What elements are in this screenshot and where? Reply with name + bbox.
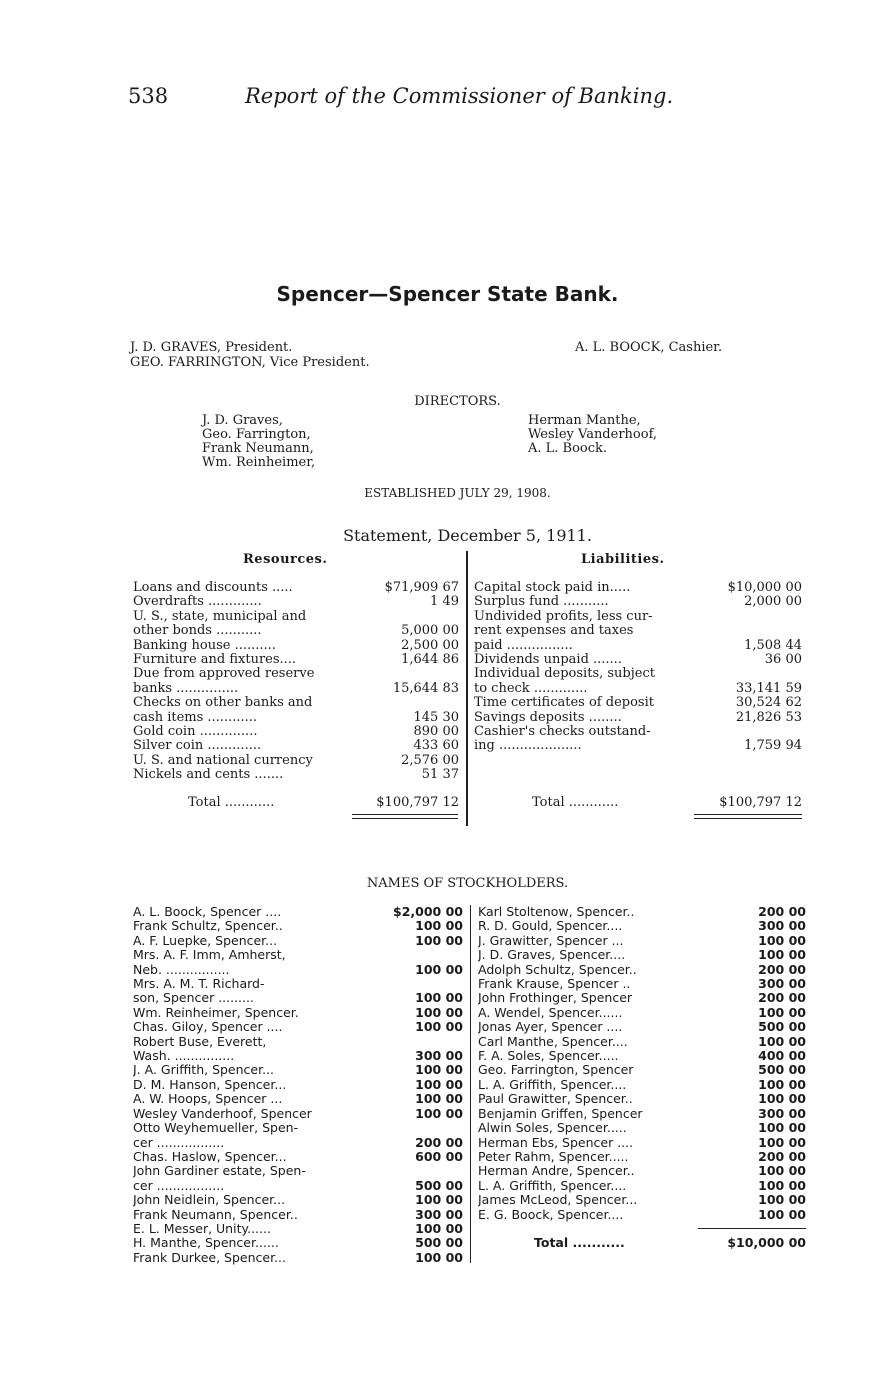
- resources-row-label: other bonds ...........: [133, 624, 262, 639]
- statement-column-divider: [466, 551, 468, 826]
- resources-row: [133, 624, 459, 638]
- stockholder-amount: 300 00: [415, 1206, 463, 1222]
- stockholder-row: [133, 1208, 463, 1222]
- stockholder-row: [133, 1020, 463, 1034]
- resources-row-label: Loans and discounts .....: [133, 581, 293, 595]
- stockholder-name: Benjamin Griffen, Spencer: [478, 1106, 643, 1121]
- stockholder-name: A. Wendel, Spencer......: [478, 1005, 623, 1020]
- liabilities-row-amount: 1,759 94: [744, 738, 802, 754]
- stockholder-amount: 100 00: [758, 1033, 806, 1049]
- stockholder-row: [478, 934, 806, 948]
- stockholder-amount: 100 00: [758, 1177, 806, 1193]
- stockholder-name: Chas. Haslow, Spencer...: [133, 1149, 287, 1164]
- resources-row-label: banks ...............: [133, 681, 239, 696]
- stockholder-amount: 200 00: [758, 1148, 806, 1164]
- stockholder-amount: 300 00: [415, 1048, 463, 1064]
- liabilities-row-amount: 33,141 59: [735, 680, 802, 696]
- resources-row: [133, 595, 459, 609]
- stockholder-row: [478, 1006, 806, 1020]
- stockholder-amount: [363, 1121, 463, 1135]
- resources-row-label: U. S., state, municipal and: [133, 609, 307, 624]
- stockholder-name: Chas. Giloy, Spencer ....: [133, 1020, 283, 1035]
- liabilities-row-amount: 30,524 62: [735, 695, 802, 711]
- stockholder-name: H. Manthe, Spencer......: [133, 1236, 279, 1251]
- stockholder-row: [478, 1121, 806, 1135]
- stockholder-row: [478, 963, 806, 977]
- stockholder-amount: 500 00: [758, 1062, 806, 1078]
- stockholder-amount: $2,000 00: [393, 904, 463, 919]
- stockholder-amount: 100 00: [758, 1091, 806, 1107]
- liabilities-row-label: Capital stock paid in.....: [474, 581, 631, 595]
- stockholder-amount: 100 00: [758, 1192, 806, 1208]
- liabilities-row-label: Dividends unpaid .......: [474, 653, 622, 668]
- stockholder-amount: 500 00: [415, 1177, 463, 1193]
- resources-row: [133, 581, 459, 595]
- liabilities-row: [474, 653, 802, 667]
- director-name: Herman Manthe,: [528, 413, 641, 428]
- stockholder-name: Wesley Vanderhoof, Spencer: [133, 1106, 312, 1121]
- stockholder-row: [133, 1150, 463, 1164]
- resources-row: [133, 739, 459, 753]
- resources-row-amount: [369, 696, 459, 710]
- stockholder-name: son, Spencer .........: [133, 991, 254, 1006]
- stockholder-name: Frank Neumann, Spencer..: [133, 1207, 298, 1222]
- resources-row-amount: 1,644 86: [401, 652, 459, 668]
- resources-row: [133, 653, 459, 667]
- stockholder-amount: 100 00: [415, 1091, 463, 1107]
- liabilities-row-label: rent expenses and taxes: [474, 624, 634, 639]
- liabilities-row: [474, 610, 802, 624]
- resources-row-label: Due from approved reserve: [133, 667, 315, 682]
- stockholder-name: D. M. Hanson, Spencer...: [133, 1077, 287, 1092]
- officer-cashier: A. L. BOOCK, Cashier.: [575, 340, 723, 355]
- stockholder-amount: 200 00: [758, 990, 806, 1006]
- resources-row: [133, 768, 459, 782]
- stockholder-amount: 200 00: [758, 961, 806, 977]
- resources-row: [133, 667, 459, 681]
- stockholder-name: John Gardiner estate, Spen-: [133, 1164, 306, 1179]
- stockholder-row: [133, 1006, 463, 1020]
- stockholder-name: Robert Buse, Everett,: [133, 1034, 267, 1049]
- stockholder-name: Mrs. A. F. Imm, Amherst,: [133, 948, 286, 963]
- liabilities-row-amount: 36 00: [764, 652, 802, 668]
- resources-row: [133, 696, 459, 710]
- resources-total-row: [133, 796, 459, 810]
- stockholder-name: Alwin Soles, Spencer.....: [478, 1121, 627, 1136]
- liabilities-row-amount: [712, 725, 802, 739]
- stockholder-row: [133, 934, 463, 948]
- resources-row-amount: [369, 667, 459, 681]
- stockholder-name: John Frothinger, Spencer: [478, 991, 633, 1006]
- stockholder-name: cer .................: [133, 1178, 225, 1193]
- officer-president: J. D. GRAVES, President.: [130, 340, 293, 355]
- liabilities-table: [474, 581, 802, 754]
- liabilities-row-label: to check .............: [474, 681, 588, 696]
- stockholder-row: [478, 1063, 806, 1077]
- stockholder-amount: 300 00: [758, 976, 806, 992]
- stockholders-right-list: [478, 905, 806, 1222]
- stockholder-amount: 100 00: [415, 1019, 463, 1035]
- stockholder-amount: 100 00: [758, 1120, 806, 1136]
- resources-row-label: cash items ............: [133, 710, 258, 725]
- stockholder-name: A. W. Hoops, Spencer ...: [133, 1092, 283, 1107]
- liabilities-row-amount: [712, 610, 802, 624]
- resources-row: [133, 754, 459, 768]
- liabilities-row-label: Surplus fund ...........: [474, 595, 609, 610]
- directors-right-list: [528, 414, 657, 456]
- director-name: Geo. Farrington,: [202, 427, 311, 442]
- directors-heading: DIRECTORS.: [414, 394, 501, 409]
- resources-total-label: Total ............: [188, 796, 275, 810]
- stockholder-name: Frank Schultz, Spencer..: [133, 919, 283, 934]
- stockholder-row: [133, 1063, 463, 1077]
- stockholder-name: Otto Weyhemueller, Spen-: [133, 1121, 299, 1136]
- stockholder-amount: 200 00: [758, 904, 806, 919]
- liabilities-total-amount: $100,797 12: [719, 795, 802, 810]
- stockholder-name: Jonas Ayer, Spencer ....: [478, 1020, 623, 1035]
- stockholder-row: [133, 963, 463, 977]
- stockholder-row: [133, 1236, 463, 1250]
- liabilities-row: [474, 682, 802, 696]
- resources-row-label: Gold coin ..............: [133, 725, 258, 740]
- director-name: A. L. Boock.: [528, 441, 608, 456]
- stockholder-row: [133, 1078, 463, 1092]
- resources-row-amount: 145 30: [413, 709, 459, 725]
- resources-heading: Resources.: [243, 552, 328, 567]
- stockholder-amount: 300 00: [758, 918, 806, 934]
- resources-row-label: Furniture and fixtures....: [133, 653, 297, 668]
- stockholder-name: J. D. Graves, Spencer....: [478, 948, 626, 963]
- resources-row: [133, 725, 459, 739]
- liabilities-row-amount: 21,826 53: [735, 709, 802, 725]
- stockholder-row: [133, 1049, 463, 1063]
- bank-title: Spencer—Spencer State Bank.: [276, 282, 619, 306]
- stockholder-name: Peter Rahm, Spencer.....: [478, 1149, 629, 1164]
- stockholder-amount: 100 00: [758, 1134, 806, 1150]
- resources-table: [133, 581, 459, 783]
- liabilities-total-rule-2: [694, 818, 802, 819]
- stockholder-name: R. D. Gould, Spencer....: [478, 919, 623, 934]
- stockholder-amount: [363, 977, 463, 991]
- stockholder-amount: 100 00: [758, 1076, 806, 1092]
- liabilities-row: [474, 696, 802, 710]
- stockholder-name: Paul Grawitter, Spencer..: [478, 1092, 633, 1107]
- stockholder-row: [478, 919, 806, 933]
- stockholder-row: [478, 1150, 806, 1164]
- stockholders-total-row: [478, 1236, 806, 1250]
- liabilities-total-row: [474, 796, 802, 810]
- liabilities-row-label: paid ................: [474, 638, 573, 653]
- stockholder-amount: 200 00: [415, 1134, 463, 1150]
- stockholder-name: Frank Durkee, Spencer...: [133, 1250, 286, 1265]
- stockholder-row: [133, 1092, 463, 1106]
- stockholder-name: James McLeod, Spencer...: [478, 1193, 638, 1208]
- stockholder-row: [133, 1179, 463, 1193]
- resources-row-label: Banking house ..........: [133, 638, 276, 653]
- stockholder-name: Karl Stoltenow, Spencer..: [478, 905, 635, 919]
- resources-row-amount: 890 00: [413, 724, 459, 740]
- stockholder-amount: 100 00: [758, 932, 806, 948]
- stockholder-row: [478, 948, 806, 962]
- stockholder-row: [478, 1107, 806, 1121]
- stockholder-amount: 100 00: [415, 1220, 463, 1236]
- liabilities-row: [474, 739, 802, 753]
- stockholder-row: [478, 1208, 806, 1222]
- stockholder-name: Adolph Schultz, Spencer..: [478, 962, 637, 977]
- director-name: Wesley Vanderhoof,: [528, 427, 658, 442]
- stockholder-row: [133, 919, 463, 933]
- stockholder-row: [133, 1107, 463, 1121]
- director-name: Frank Neumann,: [202, 441, 314, 456]
- stockholder-name: E. G. Boock, Spencer....: [478, 1207, 624, 1222]
- resources-row-amount: 1 49: [430, 594, 459, 610]
- stockholder-amount: 100 00: [415, 1062, 463, 1078]
- stockholder-name: Herman Andre, Spencer..: [478, 1164, 635, 1179]
- resources-row-label: U. S. and national currency: [133, 753, 313, 768]
- stockholder-row: [478, 905, 806, 919]
- stockholder-amount: 100 00: [758, 1163, 806, 1179]
- liabilities-row-amount: 1,508 44: [744, 637, 802, 653]
- stockholder-row: [133, 1251, 463, 1265]
- stockholder-amount: 100 00: [415, 1004, 463, 1020]
- stockholder-row: [478, 1136, 806, 1150]
- stockholder-name: Mrs. A. M. T. Richard-: [133, 977, 265, 992]
- stockholder-row: [478, 1164, 806, 1178]
- stockholder-amount: 100 00: [415, 990, 463, 1006]
- stockholders-total-label: Total ...........: [534, 1236, 625, 1250]
- resources-row-amount: 433 60: [413, 738, 459, 754]
- resources-row: [133, 711, 459, 725]
- page-number: 538: [128, 84, 169, 108]
- liabilities-row-label: ing ....................: [474, 739, 582, 754]
- stockholder-name: Carl Manthe, Spencer....: [478, 1034, 628, 1049]
- stockholder-name: Wm. Reinheimer, Spencer.: [133, 1005, 299, 1020]
- officer-vice-president: GEO. FARRINGTON, Vice President.: [130, 355, 370, 370]
- stockholder-row: [133, 1121, 463, 1135]
- stockholder-name: E. L. Messer, Unity......: [133, 1221, 271, 1236]
- liabilities-total-label: Total ............: [532, 796, 619, 810]
- resources-row-amount: 2,576 00: [401, 752, 459, 768]
- stockholder-amount: 100 00: [415, 918, 463, 934]
- stockholder-name: Neb. ................: [133, 962, 230, 977]
- liabilities-row-label: Undivided profits, less cur-: [474, 609, 653, 624]
- liabilities-row: [474, 595, 802, 609]
- resources-row-amount: $71,909 67: [384, 580, 459, 595]
- stockholder-name: J. Grawitter, Spencer ...: [478, 933, 624, 948]
- stockholder-amount: 100 00: [415, 1249, 463, 1265]
- resources-row-amount: 2,500 00: [401, 637, 459, 653]
- stockholder-row: [478, 1078, 806, 1092]
- stockholder-row: [133, 948, 463, 962]
- resources-row-label: Checks on other banks and: [133, 696, 313, 711]
- stockholders-total-amount: $10,000 00: [727, 1235, 806, 1250]
- stockholder-name: L. A. Griffith, Spencer....: [478, 1077, 627, 1092]
- stockholder-row: [133, 977, 463, 991]
- director-name: J. D. Graves,: [202, 413, 283, 428]
- stockholder-name: L. A. Griffith, Spencer....: [478, 1178, 627, 1193]
- running-title: Report of the Commissioner of Banking.: [245, 84, 674, 108]
- stockholder-name: J. A. Griffith, Spencer...: [133, 1063, 275, 1078]
- liabilities-row-amount: [712, 624, 802, 638]
- stockholder-row: [133, 991, 463, 1005]
- stockholder-amount: 600 00: [415, 1148, 463, 1164]
- stockholder-row: [133, 905, 463, 919]
- liabilities-row: [474, 667, 802, 681]
- stockholder-row: [478, 1020, 806, 1034]
- stockholder-amount: 400 00: [758, 1048, 806, 1064]
- resources-total-amount: $100,797 12: [376, 795, 459, 810]
- stockholder-name: F. A. Soles, Spencer.....: [478, 1049, 619, 1064]
- resources-row-amount: 51 37: [421, 767, 459, 783]
- stockholder-amount: [363, 1164, 463, 1178]
- resources-row-amount: 15,644 83: [392, 680, 459, 696]
- stockholder-amount: 100 00: [758, 947, 806, 963]
- resources-row-amount: 5,000 00: [401, 623, 459, 639]
- stockholder-row: [478, 1035, 806, 1049]
- stockholder-name: A. L. Boock, Spencer ....: [133, 905, 282, 919]
- resources-row-label: Overdrafts .............: [133, 595, 262, 610]
- liabilities-row-label: Time certificates of deposit: [474, 696, 654, 711]
- stockholder-name: Geo. Farrington, Spencer: [478, 1063, 634, 1078]
- liabilities-row: [474, 581, 802, 595]
- resources-row-label: Silver coin .............: [133, 739, 262, 754]
- stockholder-amount: 500 00: [415, 1235, 463, 1251]
- liabilities-row-amount: $10,000 00: [727, 580, 802, 595]
- stockholders-left-list: [133, 905, 463, 1265]
- stockholders-heading: NAMES OF STOCKHOLDERS.: [366, 876, 569, 891]
- resources-row-label: Nickels and cents .......: [133, 768, 284, 783]
- stockholder-row: [478, 1049, 806, 1063]
- resources-row: [133, 639, 459, 653]
- stockholder-name: A. F. Luepke, Spencer...: [133, 933, 278, 948]
- stockholder-row: [478, 977, 806, 991]
- liabilities-row: [474, 624, 802, 638]
- stockholder-row: [133, 1222, 463, 1236]
- liabilities-row-label: Individual deposits, subject: [474, 667, 655, 682]
- stockholder-amount: 100 00: [415, 932, 463, 948]
- resources-row: [133, 682, 459, 696]
- directors-left-list: [202, 414, 315, 470]
- stockholder-name: cer .................: [133, 1135, 225, 1150]
- director-name: Wm. Reinheimer,: [202, 455, 316, 470]
- stockholder-row: [133, 1193, 463, 1207]
- stockholder-amount: 500 00: [758, 1019, 806, 1035]
- liabilities-row-label: Savings deposits ........: [474, 710, 622, 725]
- liabilities-row: [474, 711, 802, 725]
- resources-total-rule-2: [352, 818, 458, 819]
- established-date: ESTABLISHED JULY 29, 1908.: [364, 486, 551, 500]
- stockholder-amount: 100 00: [415, 961, 463, 977]
- liabilities-row-amount: 2,000 00: [744, 594, 802, 610]
- stockholder-row: [133, 1164, 463, 1178]
- stockholder-row: [133, 1035, 463, 1049]
- stockholder-name: Frank Krause, Spencer ..: [478, 977, 631, 992]
- stockholder-amount: 100 00: [415, 1076, 463, 1092]
- liabilities-total-rule: [694, 814, 802, 815]
- stockholder-name: Herman Ebs, Spencer ....: [478, 1135, 634, 1150]
- stockholder-row: [133, 1136, 463, 1150]
- stockholder-amount: 100 00: [758, 1004, 806, 1020]
- statement-title: Statement, December 5, 1911.: [343, 526, 592, 545]
- stockholder-amount: 300 00: [758, 1105, 806, 1121]
- resources-row: [133, 610, 459, 624]
- liabilities-heading: Liabilities.: [581, 552, 665, 567]
- stockholder-amount: 100 00: [415, 1105, 463, 1121]
- resources-row-amount: [369, 610, 459, 624]
- liabilities-row: [474, 725, 802, 739]
- stockholder-name: Wash. ...............: [133, 1049, 235, 1064]
- stockholder-amount: [363, 948, 463, 962]
- stockholder-row: [478, 1092, 806, 1106]
- stockholder-row: [478, 1193, 806, 1207]
- liabilities-row-amount: [712, 667, 802, 681]
- stockholder-name: John Neidlein, Spencer...: [133, 1193, 286, 1208]
- stockholder-row: [478, 1179, 806, 1193]
- liabilities-row-label: Cashier's checks outstand-: [474, 725, 651, 740]
- stockholders-total-rule: [698, 1228, 806, 1229]
- stockholder-row: [478, 991, 806, 1005]
- stockholders-column-divider: [470, 905, 471, 1263]
- stockholder-amount: 100 00: [758, 1206, 806, 1222]
- liabilities-row: [474, 639, 802, 653]
- stockholder-amount: [363, 1035, 463, 1049]
- resources-total-rule: [352, 814, 458, 815]
- stockholder-amount: 100 00: [415, 1192, 463, 1208]
